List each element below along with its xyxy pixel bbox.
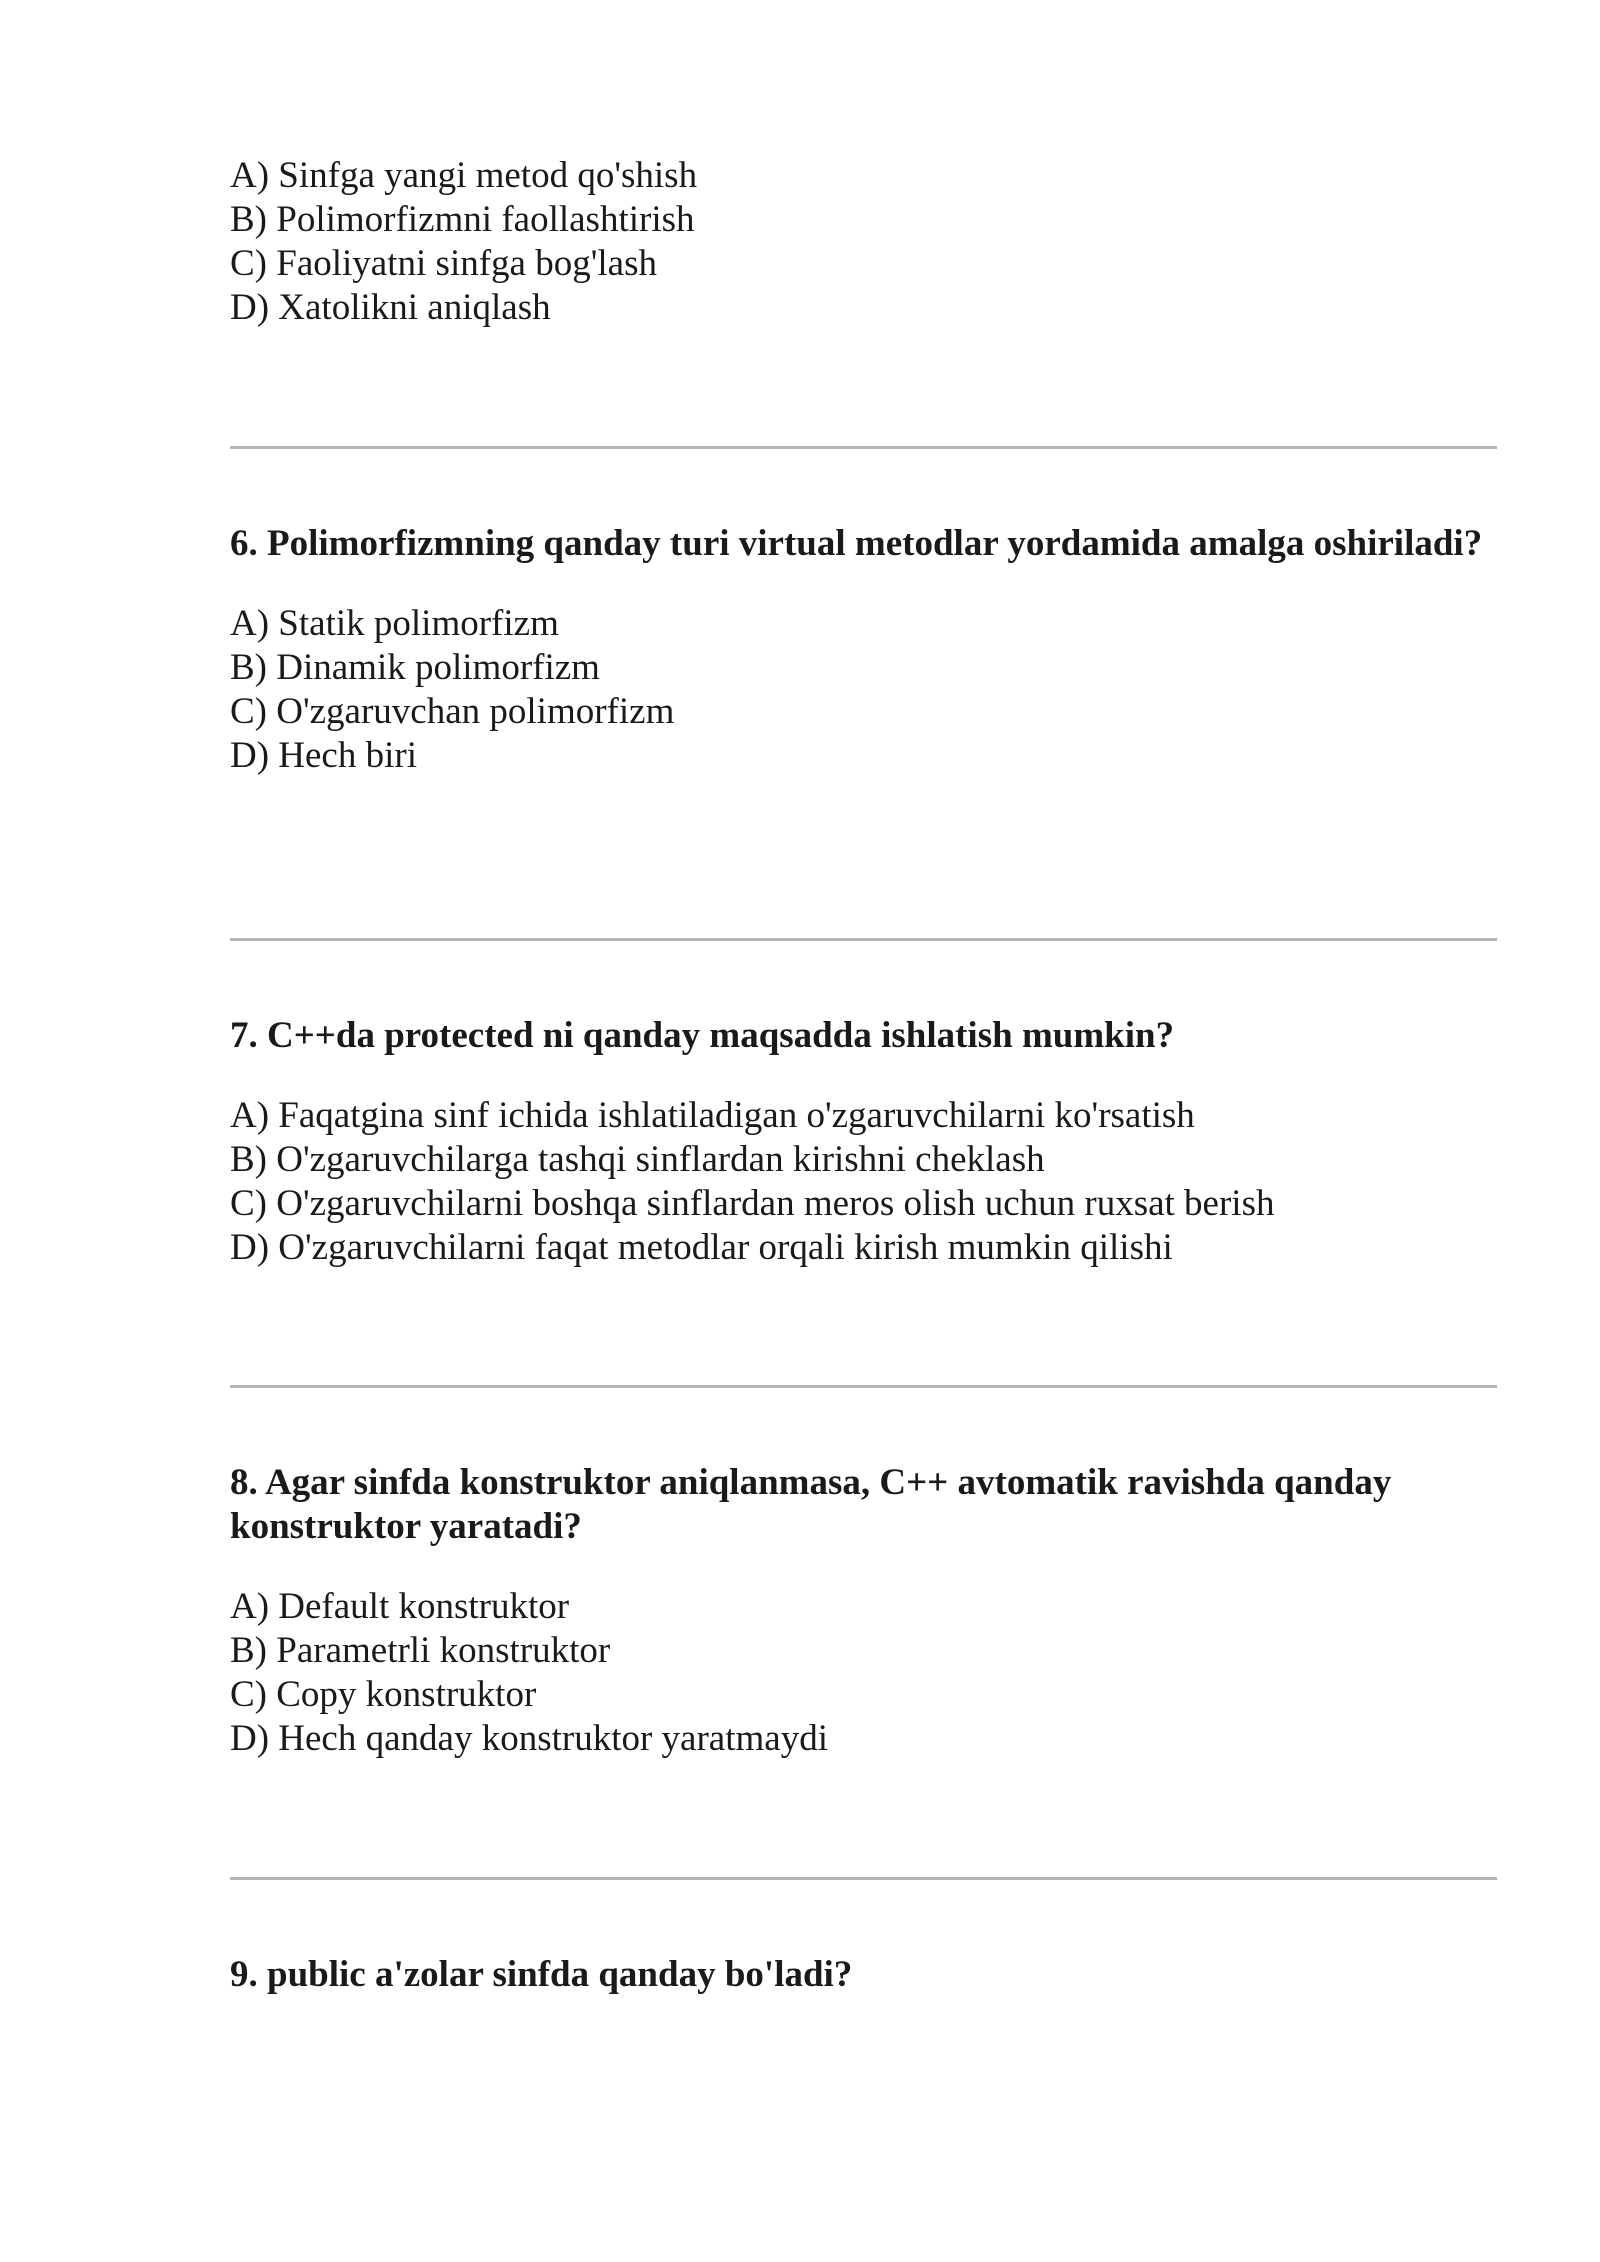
option-b: B) Polimorfizmni faollashtirish bbox=[230, 199, 695, 240]
question-6-options bbox=[230, 602, 1500, 778]
question-divider bbox=[230, 1877, 1497, 1880]
option-d: D) O'zgaruvchilarni faqat metodlar orqali kirish mumkin qilishi bbox=[230, 1227, 1173, 1268]
option-b: B) O'zgaruvchilarga tashqi sinflardan kirishni cheklash bbox=[230, 1139, 1045, 1180]
question-7-block bbox=[230, 1014, 1500, 1270]
question-5-options bbox=[230, 154, 1500, 330]
question-6-text: 6. Polimorfizmning qanday turi virtual metodlar yordamida amalga oshiriladi? bbox=[230, 523, 1483, 564]
option-c: C) Copy konstruktor bbox=[230, 1674, 537, 1715]
option-c: C) Faoliyatni sinfga bog'lash bbox=[230, 243, 657, 284]
question-7-options bbox=[230, 1094, 1500, 1270]
question-divider bbox=[230, 1385, 1497, 1388]
option-a: A) Statik polimorfizm bbox=[230, 603, 559, 644]
question-9-text: 9. public a'zolar sinfda qanday bo'ladi? bbox=[230, 1954, 853, 1995]
option-a: A) Faqatgina sinf ichida ishlatiladigan o'zgaruvchilarni ko'rsatish bbox=[230, 1095, 1195, 1136]
option-d: D) Xatolikni aniqlash bbox=[230, 287, 551, 328]
question-8-text: 8. Agar sinfda konstruktor aniqlanmasa, C++ avtomatik ravishda qanday konstruktor yaratadi? bbox=[230, 1462, 1392, 1547]
option-d: D) Hech qanday konstruktor yaratmaydi bbox=[230, 1718, 828, 1759]
option-a: A) Sinfga yangi metod qo'shish bbox=[230, 155, 698, 196]
option-c: C) O'zgaruvchilarni boshqa sinflardan meros olish uchun ruxsat berish bbox=[230, 1183, 1275, 1224]
option-b: B) Parametrli konstruktor bbox=[230, 1630, 611, 1671]
question-9-block bbox=[230, 1953, 1500, 2033]
question-divider bbox=[230, 938, 1497, 941]
question-divider bbox=[230, 446, 1497, 449]
option-a: A) Default konstruktor bbox=[230, 1586, 570, 1627]
question-6-block bbox=[230, 522, 1500, 778]
option-c: C) O'zgaruvchan polimorfizm bbox=[230, 691, 675, 732]
option-d: D) Hech biri bbox=[230, 735, 417, 776]
question-5-block bbox=[230, 154, 1500, 330]
option-b: B) Dinamik polimorfizm bbox=[230, 647, 600, 688]
question-8-options bbox=[230, 1585, 1500, 1761]
question-7-text: 7. C++da protected ni qanday maqsadda ishlatish mumkin? bbox=[230, 1015, 1175, 1056]
question-8-block bbox=[230, 1461, 1500, 1761]
